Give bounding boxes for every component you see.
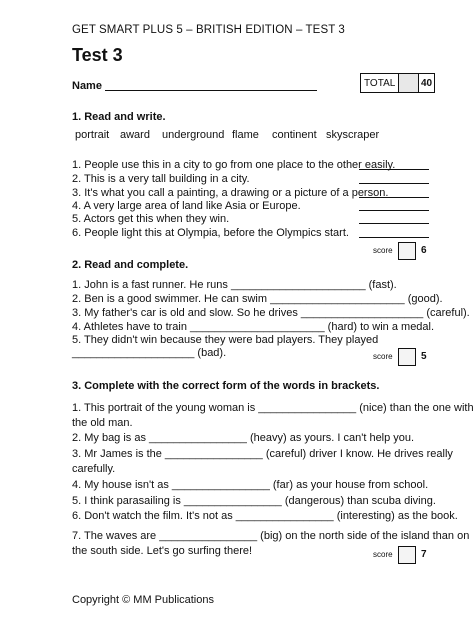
word-bank-item: skyscraper — [326, 129, 380, 141]
word-bank-item: award — [120, 129, 150, 141]
s1-question: 1. People use this in a city to go from one place to the other easily. — [72, 159, 396, 171]
s1-question: 3. It's what you call a painting, a drawing or a picture of a person. — [72, 187, 389, 199]
word-bank-item: continent — [272, 129, 317, 141]
s1-question: 4. A very large area of land like Asia or Europe. — [72, 200, 301, 212]
section2-title: 2. Read and complete. — [72, 259, 189, 271]
s1-answer-line[interactable] — [359, 197, 429, 198]
s1-answer-line[interactable] — [359, 237, 429, 238]
word-bank-item: portrait — [75, 129, 110, 141]
score-value: 6 — [421, 245, 427, 256]
score-box[interactable] — [398, 546, 416, 564]
score-value: 7 — [421, 549, 427, 560]
score-box[interactable] — [398, 242, 416, 260]
total-label: TOTAL — [361, 74, 399, 92]
s1-question: 6. People light this at Olympia, before the Olympics start. — [72, 227, 349, 239]
s3-question: 1. This portrait of the young woman is ________________ (nice) than the one with — [72, 402, 474, 414]
s1-question: 5. Actors get this when they win. — [72, 213, 230, 225]
score-value: 5 — [421, 351, 427, 362]
s3-question: 7. The waves are ________________ (big) on the north side of the island than on — [72, 530, 470, 542]
name-label: Name — [72, 80, 102, 92]
s3-question-continued: the south side. Let's go surfing there! — [72, 545, 253, 557]
page-header: GET SMART PLUS 5 – BRITISH EDITION – TEST 3 — [72, 24, 345, 36]
s2-question: 1. John is a fast runner. He runs ______________________ (fast). — [72, 279, 397, 291]
page-title: Test 3 — [72, 45, 123, 65]
s2-question: 2. Ben is a good swimmer. He can swim ______________________ (good). — [72, 293, 443, 305]
s3-question: 6. Don't watch the film. It's not as ________________ (interesting) as the book. — [72, 510, 458, 522]
s3-question-continued: carefully. — [72, 463, 116, 475]
s2-question: 3. My father's car is old and slow. So he drives ____________________ (careful). — [72, 307, 470, 319]
total-value: 40 — [420, 77, 433, 89]
section1-title: 1. Read and write. — [72, 111, 166, 123]
total-score-box — [360, 73, 435, 93]
score-label: score — [373, 246, 393, 255]
score-label: score — [373, 352, 393, 361]
copyright-footer: Copyright © MM Publications — [72, 594, 214, 606]
total-entry-cell[interactable] — [399, 74, 419, 92]
word-bank-item: underground — [162, 129, 225, 141]
score-box[interactable] — [398, 348, 416, 366]
name-line[interactable] — [105, 90, 317, 91]
s3-question-continued: the old man. — [72, 417, 133, 429]
s3-question: 4. My house isn't as ________________ (far) as your house from school. — [72, 479, 429, 491]
section3-title: 3. Complete with the correct form of the words in brackets. — [72, 380, 380, 392]
word-bank-item: flame — [232, 129, 259, 141]
s1-answer-line[interactable] — [359, 210, 429, 211]
s2-question: 4. Athletes have to train ______________________ (hard) to win a medal. — [72, 321, 435, 333]
s3-question: 3. Mr James is the ________________ (careful) driver I know. He drives really — [72, 448, 453, 460]
s2-question-continued: ____________________ (bad). — [72, 347, 227, 359]
s1-answer-line[interactable] — [359, 223, 429, 224]
s1-answer-line[interactable] — [359, 169, 429, 170]
score-label: score — [373, 550, 393, 559]
s2-question: 5. They didn't win because they were bad players. They played — [72, 334, 379, 346]
s3-question: 5. I think parasailing is ________________ (dangerous) than scuba diving. — [72, 495, 436, 507]
s1-answer-line[interactable] — [359, 183, 429, 184]
s1-question: 2. This is a very tall building in a city. — [72, 173, 250, 185]
word-bank — [75, 129, 379, 141]
s3-question: 2. My bag is as ________________ (heavy) as yours. I can't help you. — [72, 432, 415, 444]
